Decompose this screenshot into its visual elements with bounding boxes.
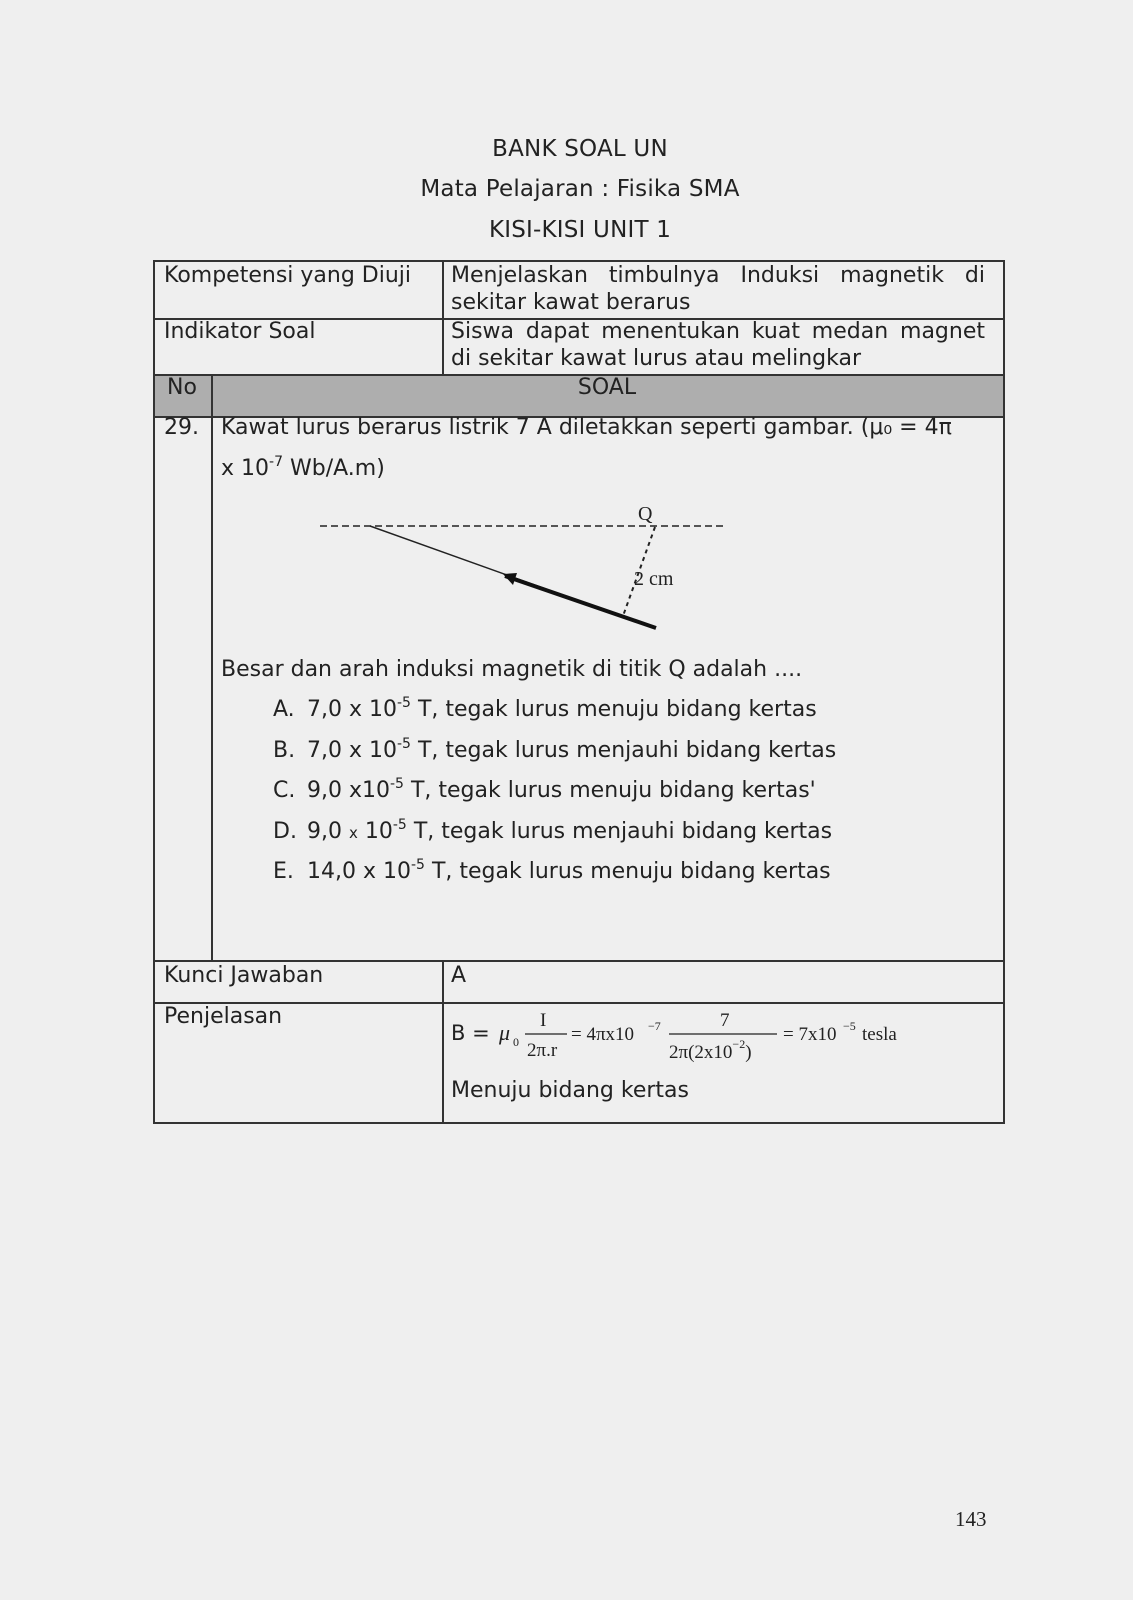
- subtitle-mata-pelajaran: Mata Pelajaran : Fisika SMA: [420, 176, 740, 202]
- indikator-label: Indikator Soal: [164, 319, 316, 344]
- formula-frac1-den: 2π.r: [527, 1040, 558, 1061]
- option-c: C. 9,0 $x10^{-5}$ T, tegak lurus menuju bidang kertas': [273, 776, 816, 803]
- formula-mu: μ: [499, 1020, 511, 1045]
- penjelasan-label: Penjelasan: [164, 1004, 283, 1029]
- option-b: B. 7,0 x $10^{-5}$ T, tegak lurus menjauhi bidang kertas: [273, 736, 837, 763]
- formula-eq1: = 4πx10: [571, 1024, 635, 1045]
- indikator-value-line1: Siswa dapat menentukan kuat medan magnet: [451, 319, 985, 344]
- kompetensi-value-line2: sekitar kawat berarus: [451, 290, 691, 315]
- question-prompt: Besar dan arah induksi magnetik di titik Q adalah ....: [221, 657, 803, 682]
- kunci-jawaban-label: Kunci Jawaban: [164, 963, 324, 988]
- formula-frac1-num: I: [540, 1010, 547, 1031]
- question-number: 29.: [164, 415, 199, 440]
- title-bank-soal: BANK SOAL UN: [492, 136, 668, 162]
- kompetensi-value-line1: Menjelaskan timbulnya Induksi magnetik di: [451, 263, 985, 288]
- option-d: D. 9,0 x $10^{-5}$ T, tegak lurus menjauhi bidang kertas: [273, 817, 833, 844]
- current-arrow-icon: [503, 573, 517, 585]
- formula-frac2-num: 7: [720, 1010, 730, 1031]
- formula-lhs: B =: [451, 1021, 490, 1045]
- distance-label: 2 cm: [634, 568, 674, 590]
- col-divider: [211, 374, 213, 962]
- point-q-label: Q: [638, 503, 653, 525]
- question-table: [153, 260, 1005, 1124]
- formula-unit: tesla: [862, 1024, 897, 1045]
- kunci-jawaban-value: A: [451, 963, 467, 988]
- option-a: A. 7,0 x $10^{-5}$ T, tegak lurus menuju bidang kertas: [273, 695, 817, 722]
- question-text-line2: x $10^{-7}$ Wb/A.m): [221, 454, 385, 481]
- column-header-soal: SOAL: [577, 375, 637, 400]
- formula-eq1-exp: −7: [648, 1019, 661, 1033]
- question-text-line1: Kawat lurus berarus listrik 7 A diletakkan seperti gambar. (μ₀ = 4π: [221, 415, 952, 440]
- option-e: E. 14,0 x $10^{-5}$ T, tegak lurus menuju bidang kertas: [273, 857, 831, 884]
- col-divider: [442, 960, 444, 1122]
- wire-diagram: [315, 494, 735, 634]
- formula-frac2-den: $2\pi(2x10^{-2})$: [669, 1037, 752, 1063]
- subtitle-kisi-kisi: KISI-KISI UNIT 1: [488, 217, 672, 243]
- col-divider: [442, 262, 444, 376]
- formula-eq2-exp: −5: [843, 1019, 856, 1033]
- formula: [447, 1006, 947, 1076]
- kompetensi-label: Kompetensi yang Diuji: [164, 263, 412, 288]
- formula-eq2: = 7x10: [783, 1024, 837, 1045]
- row-divider: [155, 1002, 1003, 1004]
- page-number: 143: [955, 1507, 987, 1531]
- formula-mu-sub: 0: [513, 1035, 519, 1049]
- indikator-value-line2: di sekitar kawat lurus atau melingkar: [451, 346, 861, 371]
- penjelasan-text: Menuju bidang kertas: [451, 1078, 689, 1103]
- column-header-no: No: [167, 375, 197, 400]
